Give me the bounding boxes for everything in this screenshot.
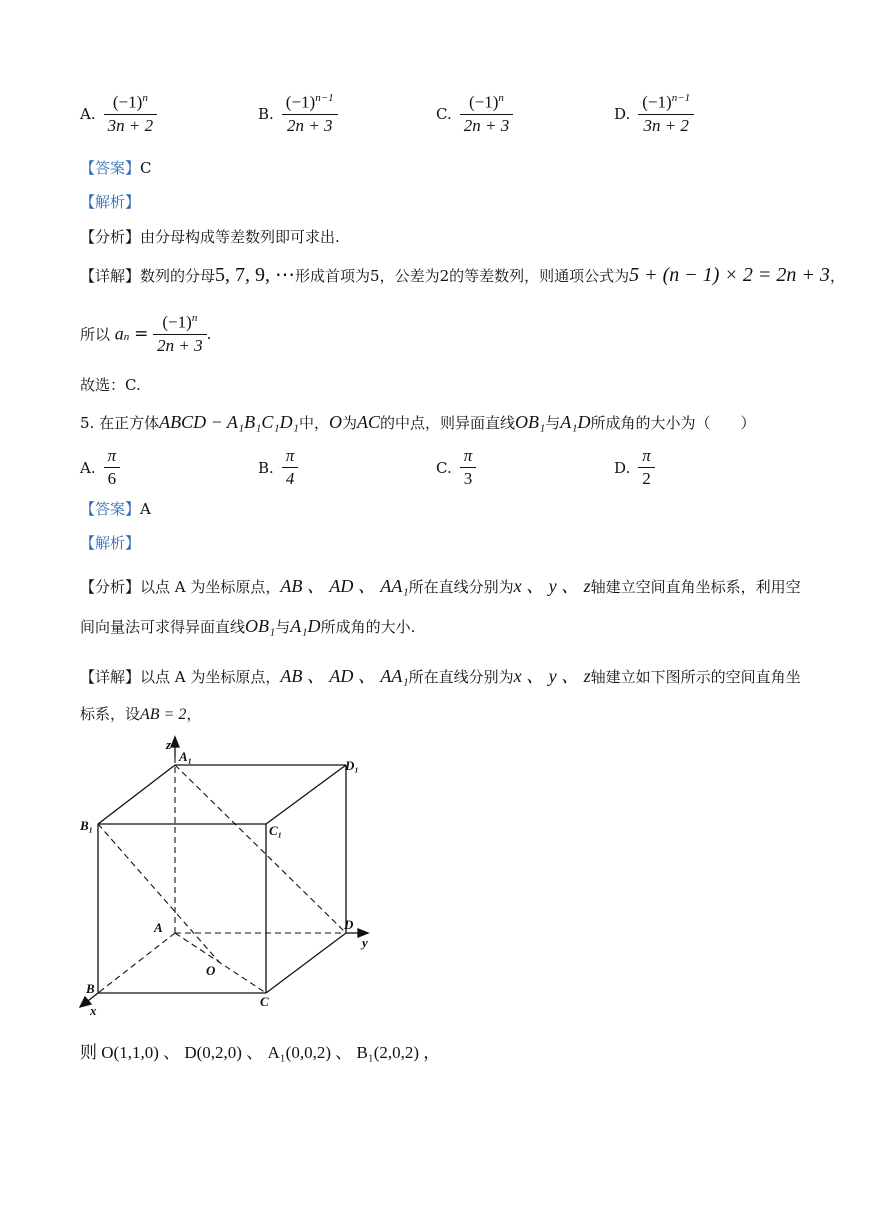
option-fraction: $\frac{(-1)^n}{2n + 3}$ xyxy=(460,92,513,136)
q5-stem: 5. 在正方体ABCD − A₁B₁C₁D₁中，O为AC的中点，则异面直线OB₁与A₁D所成角的大小为（ ） xyxy=(80,412,756,432)
q4-fenxi: 【分析】由分母构成等差数列即可求出. xyxy=(80,228,340,246)
q4-option-c xyxy=(436,92,513,136)
q5-option-a: A. $\frac{\pi}{6}$ xyxy=(80,446,120,489)
q5-answer: 【答案】A xyxy=(80,500,151,518)
q5-fenxi-line2: 间向量法可求得异面直线OB₁与A₁D所成角的大小. xyxy=(80,616,416,636)
z-arrow xyxy=(171,737,179,747)
q5-detail-line1: 【详解】以点 A 为坐标原点，AB 、 AD 、 AA₁所在直线分别为x 、 y 、 z轴建立如下图所示的空间直角坐 xyxy=(80,666,801,686)
q4-analysis-tag: 【解析】 xyxy=(80,193,141,211)
edge-c-d xyxy=(266,933,346,993)
segment-b1-o-dashed xyxy=(98,824,220,963)
label-o: O xyxy=(206,963,216,978)
so-fraction: $\frac{(-1)^n}{2n + 3}$ xyxy=(153,312,206,356)
label-c: C xyxy=(260,994,269,1009)
q5-option-d: D. $\frac{\pi}{2}$ xyxy=(614,446,655,489)
label-d1: D₁ xyxy=(345,758,359,773)
label-b: B xyxy=(86,981,95,996)
label-a1: A₁ xyxy=(179,749,193,764)
q5-analysis-tag: 【解析】 xyxy=(80,534,141,552)
q4-option-b xyxy=(258,92,338,136)
label-d: D xyxy=(344,917,354,932)
q4-answer: 【答案】C xyxy=(80,159,152,177)
q5-coords: 则 O(1,1,0) 、 D(0,2,0) 、 A₁(0,0,2) 、 B₁(2,0,2) ， xyxy=(80,1043,441,1062)
option-label: C. xyxy=(436,104,452,123)
q4-choose: 故选：C. xyxy=(80,376,141,394)
q4-detail: 【详解】数列的分母5, 7, 9, ⋯形成首项为5，公差为2的等差数列，则通项公式为5 + (n − 1) × 2 = 2n + 3， xyxy=(80,264,845,286)
option-fraction: $\frac{(-1)^n}{3n + 2}$ xyxy=(104,92,157,136)
edge-a-b-dashed xyxy=(98,933,175,993)
q5-detail-line2: 标系，设AB = 2， xyxy=(80,705,202,723)
edge-a1-b1 xyxy=(98,765,175,824)
label-a: A xyxy=(154,920,163,935)
diagonal-a-c-dashed xyxy=(175,933,266,993)
option-label: A. xyxy=(80,104,96,123)
q4-so: 所以 $a_n$ = $\frac{(-1)^n}{2n + 3}$ . xyxy=(80,312,212,355)
q4-option-d xyxy=(614,92,694,136)
option-label: D. xyxy=(614,104,631,123)
option-fraction: $\frac{(-1)^{n-1}}{3n + 2}$ xyxy=(638,92,694,136)
edge-d1-c1 xyxy=(266,765,346,824)
cube-figure xyxy=(70,735,390,1025)
option-label: B. xyxy=(258,104,274,123)
q5-fenxi-line1: 【分析】以点 A 为坐标原点，AB 、 AD 、 AA₁所在直线分别为x 、 y 、 z轴建立空间直角坐标系，利用空 xyxy=(80,576,801,596)
label-y: y xyxy=(362,935,368,950)
label-x: x xyxy=(90,1003,97,1018)
q5-option-b: B. $\frac{\pi}{4}$ xyxy=(258,446,298,489)
label-c1: C₁ xyxy=(269,823,283,838)
segment-a1-d-dashed xyxy=(175,765,346,933)
q4-option-a xyxy=(80,92,157,136)
option-fraction: $\frac{(-1)^{n-1}}{2n + 3}$ xyxy=(282,92,338,136)
q5-option-c: C. $\frac{\pi}{3}$ xyxy=(436,446,476,489)
label-b1: B₁ xyxy=(80,818,94,833)
label-z: z xyxy=(166,737,172,752)
